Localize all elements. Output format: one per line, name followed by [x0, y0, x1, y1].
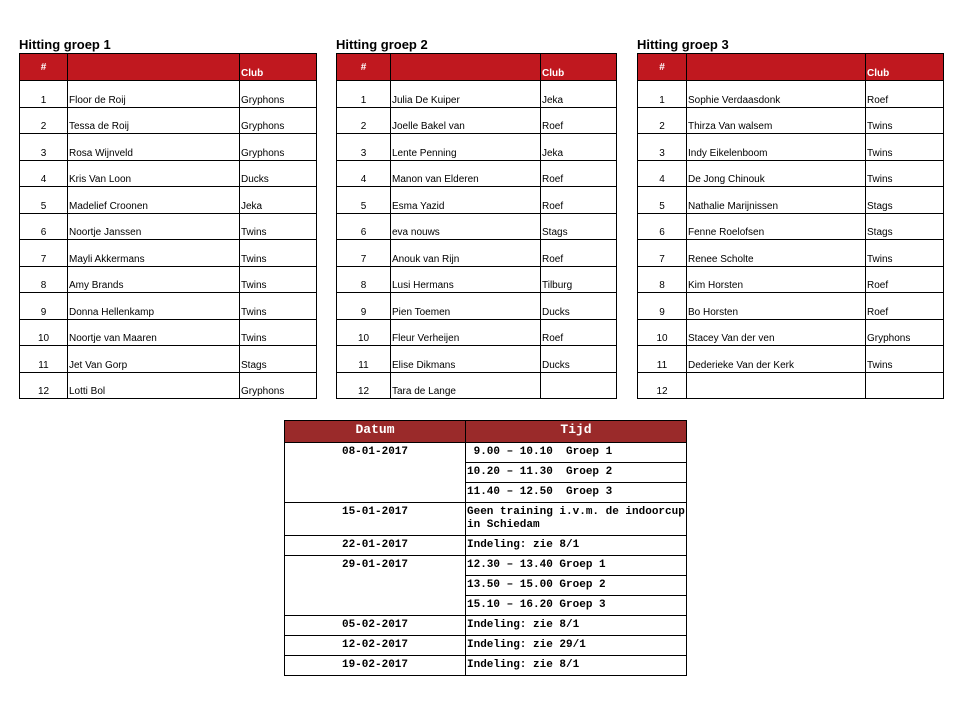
- player-num: 6: [20, 213, 68, 240]
- table-row: [337, 319, 617, 346]
- player-name: Dederieke Van der Kerk: [687, 346, 866, 373]
- player-club: Twins: [866, 107, 944, 134]
- schedule-date: 19-02-2017: [285, 656, 466, 676]
- schedule-time: 10.20 – 11.30 Groep 2: [466, 463, 687, 483]
- schedule-row: [285, 556, 687, 576]
- schedule-table: [284, 420, 687, 676]
- group-table: [637, 53, 944, 399]
- player-num: 12: [337, 372, 391, 399]
- player-club: Ducks: [541, 346, 617, 373]
- player-club: Stags: [866, 187, 944, 214]
- schedule-time: Indeling: zie 8/1: [466, 656, 687, 676]
- table-row: [638, 293, 944, 320]
- table-row: [337, 240, 617, 267]
- header-name: [687, 54, 866, 81]
- player-num: 3: [638, 134, 687, 161]
- table-row: [638, 240, 944, 267]
- player-club: Twins: [866, 240, 944, 267]
- schedule-header-row: [285, 421, 687, 443]
- player-name: Lotti Bol: [68, 372, 240, 399]
- player-name: Manon van Elderen: [391, 160, 541, 187]
- table-row: [337, 266, 617, 293]
- player-name: Thirza Van walsem: [687, 107, 866, 134]
- table-row: [638, 187, 944, 214]
- player-club: Twins: [866, 160, 944, 187]
- player-club: Twins: [240, 293, 317, 320]
- player-name: Lente Penning: [391, 134, 541, 161]
- player-club: Stags: [866, 213, 944, 240]
- table-row: [20, 266, 317, 293]
- header-club: Club: [866, 54, 944, 81]
- player-name: Floor de Roij: [68, 81, 240, 108]
- player-name: Esma Yazid: [391, 187, 541, 214]
- player-name: Kim Horsten: [687, 266, 866, 293]
- hitting-group-2: [336, 36, 617, 399]
- player-name: Tessa de Roij: [68, 107, 240, 134]
- schedule-time: 13.50 – 15.00 Groep 2: [466, 576, 687, 596]
- table-row: [638, 213, 944, 240]
- player-num: 11: [337, 346, 391, 373]
- player-club: Jeka: [240, 187, 317, 214]
- player-num: 1: [20, 81, 68, 108]
- schedule-date: 29-01-2017: [285, 556, 466, 616]
- table-row: [337, 372, 617, 399]
- player-num: 4: [20, 160, 68, 187]
- table-row: [638, 319, 944, 346]
- player-name: Anouk van Rijn: [391, 240, 541, 267]
- schedule-row: [285, 616, 687, 636]
- player-name: Bo Horsten: [687, 293, 866, 320]
- player-club: Twins: [240, 240, 317, 267]
- player-name: Renee Scholte: [687, 240, 866, 267]
- table-row: [20, 240, 317, 267]
- player-name: Noortje van Maaren: [68, 319, 240, 346]
- header-time: Tijd: [466, 421, 687, 443]
- schedule-date: 15-01-2017: [285, 503, 466, 536]
- schedule-time: 9.00 – 10.10 Groep 1: [466, 443, 687, 463]
- player-club: Roef: [541, 187, 617, 214]
- table-row: [20, 134, 317, 161]
- player-club: Roef: [541, 160, 617, 187]
- table-row: [638, 266, 944, 293]
- player-club: Roef: [866, 293, 944, 320]
- player-num: 3: [337, 134, 391, 161]
- table-row: [337, 160, 617, 187]
- player-num: 7: [20, 240, 68, 267]
- player-num: 3: [20, 134, 68, 161]
- player-club: [866, 372, 944, 399]
- player-club: [541, 372, 617, 399]
- player-num: 2: [638, 107, 687, 134]
- table-header-row: [20, 54, 317, 81]
- group-title: Hitting groep 3: [637, 37, 729, 52]
- table-row: [337, 346, 617, 373]
- player-num: 6: [638, 213, 687, 240]
- table-row: [20, 346, 317, 373]
- table-row: [337, 81, 617, 108]
- table-row: [638, 372, 944, 399]
- table-row: [337, 213, 617, 240]
- player-name: Rosa Wijnveld: [68, 134, 240, 161]
- table-row: [638, 134, 944, 161]
- player-name: Jet Van Gorp: [68, 346, 240, 373]
- player-num: 8: [20, 266, 68, 293]
- table-row: [20, 319, 317, 346]
- table-row: [337, 187, 617, 214]
- player-club: Gryphons: [240, 107, 317, 134]
- player-num: 6: [337, 213, 391, 240]
- player-name: Pien Toemen: [391, 293, 541, 320]
- player-name: Fenne Roelofsen: [687, 213, 866, 240]
- schedule-time: 15.10 – 16.20 Groep 3: [466, 596, 687, 616]
- player-num: 9: [337, 293, 391, 320]
- player-num: 1: [337, 81, 391, 108]
- table-row: [20, 372, 317, 399]
- player-club: Roef: [541, 107, 617, 134]
- player-num: 8: [337, 266, 391, 293]
- header-club: Club: [541, 54, 617, 81]
- schedule-date: 05-02-2017: [285, 616, 466, 636]
- player-num: 5: [20, 187, 68, 214]
- group-title: Hitting groep 1: [19, 37, 111, 52]
- header-date: Datum: [285, 421, 466, 443]
- player-name: Fleur Verheijen: [391, 319, 541, 346]
- player-num: 10: [638, 319, 687, 346]
- player-club: Gryphons: [240, 134, 317, 161]
- table-row: [20, 81, 317, 108]
- schedule-time: Geen training i.v.m. de indoorcup in Schiedam: [466, 503, 687, 536]
- player-name: Sophie Verdaasdonk: [687, 81, 866, 108]
- player-club: Roef: [866, 81, 944, 108]
- player-name: Joelle Bakel van: [391, 107, 541, 134]
- player-club: Gryphons: [240, 372, 317, 399]
- player-club: Jeka: [541, 81, 617, 108]
- player-name: Noortje Janssen: [68, 213, 240, 240]
- player-name: Madelief Croonen: [68, 187, 240, 214]
- player-name: Donna Hellenkamp: [68, 293, 240, 320]
- player-num: 12: [20, 372, 68, 399]
- player-num: 12: [638, 372, 687, 399]
- header-num: #: [337, 54, 391, 81]
- player-club: Ducks: [541, 293, 617, 320]
- table-row: [20, 107, 317, 134]
- player-num: 1: [638, 81, 687, 108]
- header-name: [68, 54, 240, 81]
- player-name: De Jong Chinouk: [687, 160, 866, 187]
- player-club: Twins: [240, 266, 317, 293]
- player-num: 10: [337, 319, 391, 346]
- table-row: [337, 293, 617, 320]
- table-row: [20, 213, 317, 240]
- player-name: Julia De Kuiper: [391, 81, 541, 108]
- header-club: Club: [240, 54, 317, 81]
- player-num: 4: [638, 160, 687, 187]
- table-row: [337, 107, 617, 134]
- player-num: 10: [20, 319, 68, 346]
- player-club: Tilburg: [541, 266, 617, 293]
- player-num: 2: [20, 107, 68, 134]
- player-num: 5: [638, 187, 687, 214]
- schedule-date: 08-01-2017: [285, 443, 466, 503]
- player-num: 5: [337, 187, 391, 214]
- schedule-time: Indeling: zie 8/1: [466, 616, 687, 636]
- table-row: [638, 160, 944, 187]
- table-header-row: [337, 54, 617, 81]
- schedule-row: [285, 443, 687, 463]
- player-num: 9: [20, 293, 68, 320]
- player-num: 11: [20, 346, 68, 373]
- schedule-row: [285, 656, 687, 676]
- player-club: Roef: [541, 240, 617, 267]
- player-num: 11: [638, 346, 687, 373]
- table-row: [20, 187, 317, 214]
- schedule-time: Indeling: zie 29/1: [466, 636, 687, 656]
- player-name: [687, 372, 866, 399]
- player-name: Nathalie Marijnissen: [687, 187, 866, 214]
- player-club: Twins: [866, 134, 944, 161]
- player-num: 2: [337, 107, 391, 134]
- table-row: [638, 346, 944, 373]
- player-club: Twins: [240, 319, 317, 346]
- player-num: 7: [638, 240, 687, 267]
- schedule-row: [285, 636, 687, 656]
- player-club: Roef: [541, 319, 617, 346]
- schedule-time: 11.40 – 12.50 Groep 3: [466, 483, 687, 503]
- table-row: [638, 107, 944, 134]
- table-header-row: [638, 54, 944, 81]
- player-club: Gryphons: [866, 319, 944, 346]
- player-name: Mayli Akkermans: [68, 240, 240, 267]
- player-num: 9: [638, 293, 687, 320]
- hitting-group-3: [637, 36, 944, 399]
- schedule-row: [285, 536, 687, 556]
- header-num: #: [20, 54, 68, 81]
- player-club: Roef: [866, 266, 944, 293]
- table-row: [337, 134, 617, 161]
- header-num: #: [638, 54, 687, 81]
- player-name: Lusi Hermans: [391, 266, 541, 293]
- schedule-time: 12.30 – 13.40 Groep 1: [466, 556, 687, 576]
- player-club: Stags: [240, 346, 317, 373]
- schedule-row: [285, 503, 687, 536]
- player-name: Elise Dikmans: [391, 346, 541, 373]
- group-table: [336, 53, 617, 399]
- schedule-date: 12-02-2017: [285, 636, 466, 656]
- schedule-date: 22-01-2017: [285, 536, 466, 556]
- player-club: Gryphons: [240, 81, 317, 108]
- schedule-time: Indeling: zie 8/1: [466, 536, 687, 556]
- player-name: eva nouws: [391, 213, 541, 240]
- player-club: Jeka: [541, 134, 617, 161]
- player-name: Stacey Van der ven: [687, 319, 866, 346]
- player-num: 4: [337, 160, 391, 187]
- player-name: Kris Van Loon: [68, 160, 240, 187]
- table-row: [20, 293, 317, 320]
- group-title: Hitting groep 2: [336, 37, 428, 52]
- header-name: [391, 54, 541, 81]
- player-name: Amy Brands: [68, 266, 240, 293]
- hitting-group-1: [19, 36, 317, 399]
- table-row: [20, 160, 317, 187]
- player-club: Twins: [866, 346, 944, 373]
- player-name: Indy Eikelenboom: [687, 134, 866, 161]
- player-num: 7: [337, 240, 391, 267]
- player-club: Twins: [240, 213, 317, 240]
- player-num: 8: [638, 266, 687, 293]
- player-name: Tara de Lange: [391, 372, 541, 399]
- table-row: [638, 81, 944, 108]
- player-club: Ducks: [240, 160, 317, 187]
- group-table: [19, 53, 317, 399]
- player-club: Stags: [541, 213, 617, 240]
